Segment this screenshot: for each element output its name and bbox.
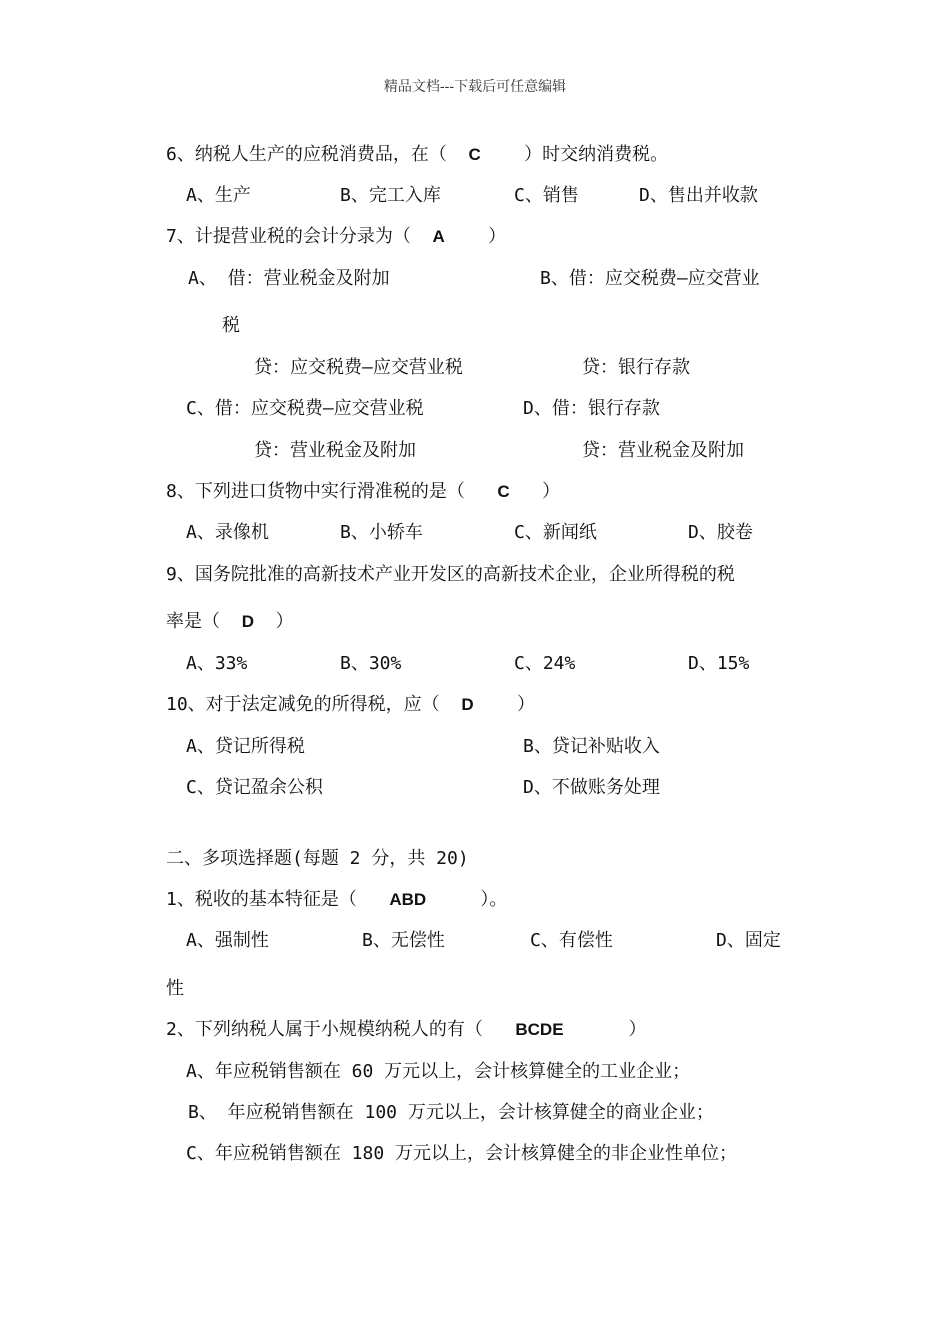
q10-option-a: A、贷记所得税: [186, 736, 305, 757]
multi-question-2: 2、下列纳税人属于小规模纳税人的有（ BCDE ）: [166, 1019, 647, 1040]
q6-option-a: A、生产: [186, 185, 251, 206]
m2-option-c: C、年应税销售额在 180 万元以上，会计核算健全的非企业性单位；: [186, 1143, 738, 1164]
answer-8: C: [497, 482, 510, 501]
q9-option-d: D、15%: [688, 653, 750, 674]
answer-6: C: [468, 145, 481, 164]
q6-option-b: B、完工入库: [340, 185, 441, 206]
section-2-title: 二、多项选择题(每题 2 分，共 20): [166, 848, 469, 869]
answer-10: D: [461, 695, 474, 714]
m1-option-d: D、固定: [716, 930, 781, 951]
question-10: 10、对于法定减免的所得税，应（ D ）: [166, 694, 535, 715]
q9-option-a: A、33%: [186, 653, 248, 674]
q7-option-d-credit: 贷：营业税金及附加: [582, 440, 744, 461]
q10-option-d: D、不做账务处理: [523, 777, 660, 798]
multi-answer-2: BCDE: [515, 1020, 564, 1039]
question-6: 6、纳税人生产的应税消费品，在（ C ）时交纳消费税。: [166, 144, 669, 165]
m1-option-d-wrap: 性: [166, 978, 184, 999]
q8-option-c: C、新闻纸: [514, 522, 597, 543]
q10-option-b: B、贷记补贴收入: [523, 736, 660, 757]
m2-option-b: B、 年应税销售额在 100 万元以上，会计核算健全的商业企业；: [188, 1102, 714, 1123]
question-9: 9、国务院批准的高新技术产业开发区的高新技术企业，企业所得税的税: [166, 564, 735, 585]
q7-option-a-debit: A、 借：营业税金及附加: [188, 268, 390, 289]
multi-answer-1: ABD: [389, 890, 427, 909]
multi-question-1: 1、税收的基本特征是（ ABD ）。: [166, 889, 508, 910]
q7-option-b-credit: 贷：银行存款: [582, 357, 690, 378]
q7-option-b-wrap: 税: [222, 315, 240, 336]
answer-7: A: [432, 227, 445, 246]
q7-option-c-debit: C、借：应交税费—应交营业税: [186, 398, 424, 419]
q6-option-c: C、销售: [514, 185, 579, 206]
q8-option-a: A、录像机: [186, 522, 269, 543]
q9-option-c: C、24%: [514, 653, 576, 674]
q8-option-b: B、小轿车: [340, 522, 423, 543]
m2-option-a: A、年应税销售额在 60 万元以上，会计核算健全的工业企业；: [186, 1061, 691, 1082]
q7-option-b-debit: B、借：应交税费—应交营业: [540, 268, 760, 289]
q9-option-b: B、30%: [340, 653, 402, 674]
q10-option-c: C、贷记盈余公积: [186, 777, 323, 798]
m1-option-b: B、无偿性: [362, 930, 445, 951]
question-7: 7、计提营业税的会计分录为（ A ）: [166, 226, 507, 247]
question-9-cont: 率是（ D ）: [166, 611, 294, 632]
question-8: 8、下列进口货物中实行滑准税的是（ C ）: [166, 481, 561, 502]
m1-option-c: C、有偿性: [530, 930, 613, 951]
q6-option-d: D、售出并收款: [639, 185, 758, 206]
q7-option-a-credit: 贷：应交税费—应交营业税: [254, 357, 463, 378]
q7-option-d-debit: D、借：银行存款: [523, 398, 660, 419]
answer-9: D: [241, 612, 254, 631]
page-header: 精品文档---下载后可任意编辑: [383, 79, 567, 95]
m1-option-a: A、强制性: [186, 930, 269, 951]
q8-option-d: D、胶卷: [688, 522, 753, 543]
q7-option-c-credit: 贷：营业税金及附加: [254, 440, 416, 461]
